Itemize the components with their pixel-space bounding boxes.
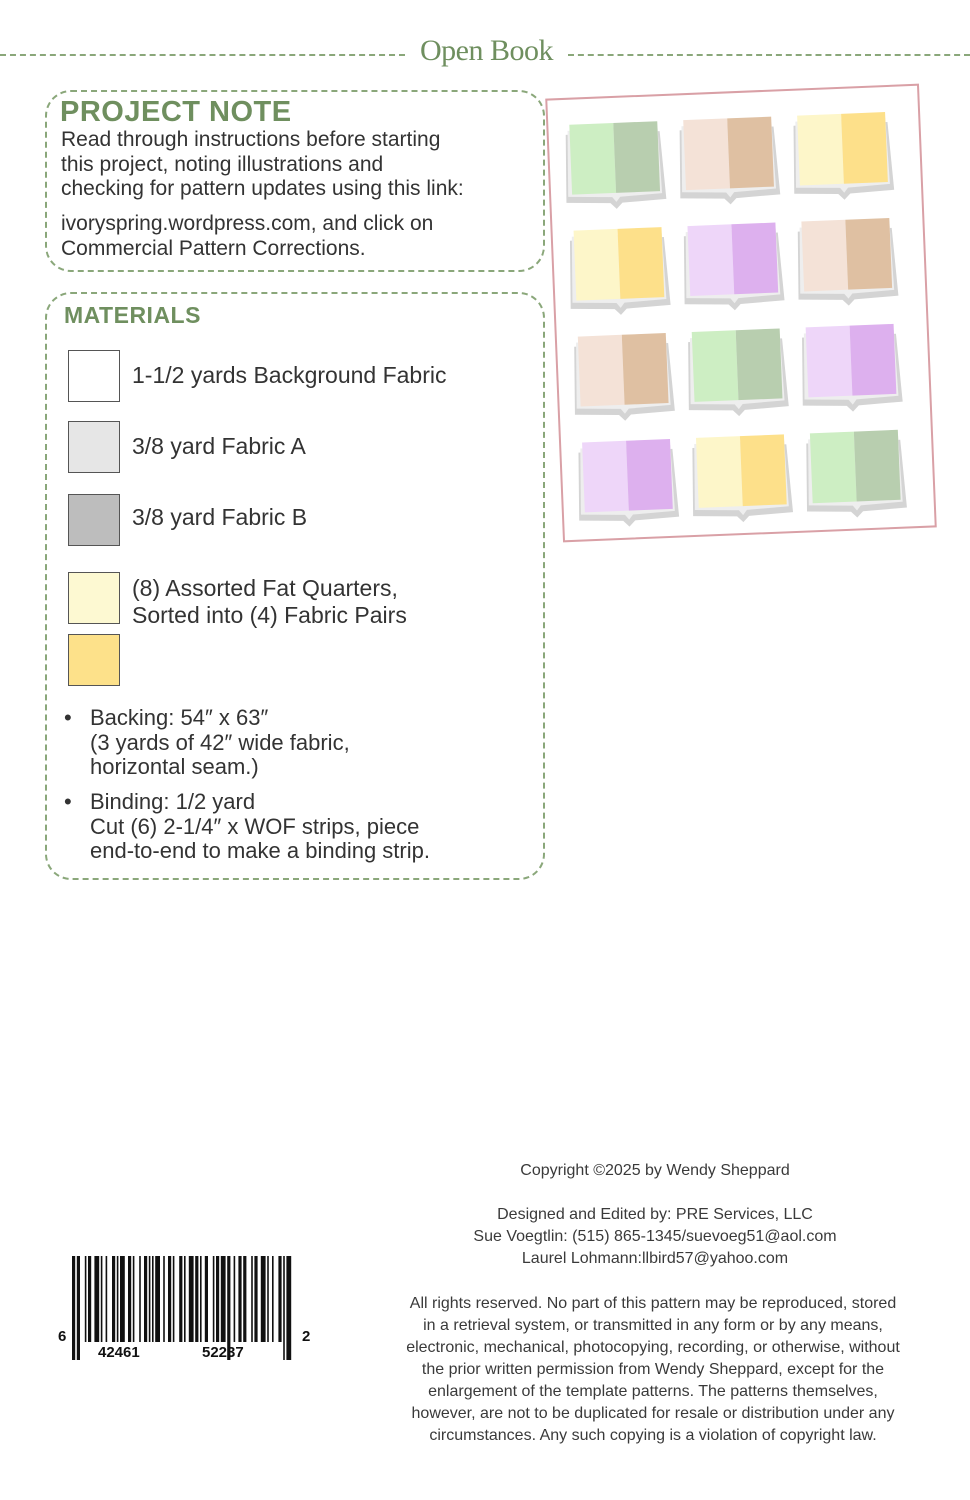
book-left-page	[810, 432, 857, 504]
rights-line: enlargement of the template patterns. The patterns themselves,	[428, 1383, 878, 1400]
barcode-bar	[200, 1256, 202, 1342]
backing-text	[90, 706, 530, 780]
barcode-left-digits: 42461	[98, 1344, 140, 1361]
open-book-block	[677, 116, 780, 206]
barcode-bar	[128, 1256, 131, 1342]
book-right-page	[854, 430, 901, 502]
backing-line: (3 yards of 42″ wide fabric,	[90, 729, 350, 755]
barcode-bar	[251, 1256, 253, 1342]
open-book-block	[568, 227, 671, 317]
barcode-bar	[149, 1256, 151, 1342]
barcode-right-digits: 52237	[202, 1344, 244, 1361]
barcode-bar	[144, 1256, 147, 1342]
barcode-bar	[139, 1256, 141, 1342]
materials-heading: MATERIALS	[64, 302, 201, 328]
open-book-block	[800, 324, 903, 414]
barcode-bar	[101, 1256, 103, 1342]
backing-line: Backing: 54″ x 63″	[90, 705, 269, 730]
barcode-bar	[112, 1256, 115, 1342]
book-left-page	[582, 441, 629, 513]
link-line: ivoryspring.wordpress.com, and click on	[61, 212, 434, 235]
note-line: Read through instructions before starting	[61, 128, 441, 151]
barcode-bar	[152, 1256, 154, 1342]
barcode-bar	[238, 1256, 241, 1342]
book-left-page	[696, 436, 743, 508]
open-book-block	[686, 328, 789, 418]
rights-line: All rights reserved. No part of this pattern may be reproduced, stored	[409, 1295, 897, 1312]
book-right-page	[850, 324, 897, 396]
open-book-block	[690, 434, 793, 524]
link-line: Commercial Pattern Corrections.	[61, 236, 366, 260]
open-book-block	[795, 218, 898, 308]
credit-line: Laurel Lohmann:llbird57@yahoo.com	[521, 1250, 789, 1267]
material-label-fat-quarters	[132, 575, 407, 629]
project-note-text	[61, 128, 541, 202]
book-left-page	[574, 229, 621, 301]
book-right-page	[626, 439, 673, 511]
credits-block	[400, 1204, 910, 1270]
bullet-dot: •	[64, 705, 72, 730]
barcode-bar	[163, 1256, 165, 1342]
swatch-background	[68, 350, 120, 402]
header-rule-left	[0, 54, 405, 56]
backing-line: horizontal seam.)	[90, 754, 259, 779]
book-left-page	[683, 118, 730, 190]
page-title: Open Book	[420, 34, 553, 67]
book-left-page	[801, 220, 848, 292]
open-book-block	[804, 430, 907, 520]
book-left-page	[569, 123, 616, 195]
pattern-corrections-link[interactable]	[61, 212, 541, 261]
book-left-page	[687, 224, 734, 296]
note-line: checking for pattern updates using this link:	[61, 177, 464, 200]
barcode-bar	[189, 1256, 194, 1342]
book-right-page	[618, 227, 665, 299]
barcode-bar	[243, 1256, 246, 1342]
barcode	[56, 1254, 318, 1364]
rights-line: electronic, mechanical, photocopying, recording, or otherwise, without	[406, 1339, 900, 1356]
book-left-page	[806, 326, 853, 398]
swatch-fabric-a	[68, 421, 120, 473]
book-right-page	[740, 434, 787, 506]
credit-line: Sue Voegtlin: (515) 865-1345/suevoeg51@aol.com	[473, 1228, 837, 1245]
barcode-bar	[179, 1256, 182, 1342]
open-book-block	[572, 333, 675, 423]
binding-text	[90, 790, 530, 864]
material-label-background: 1-1/2 yards Background Fabric	[132, 362, 447, 388]
rights-block	[350, 1293, 956, 1447]
barcode-bar	[221, 1256, 226, 1342]
fat-quarter-line: (8) Assorted Fat Quarters,	[132, 575, 398, 601]
book-left-page	[797, 114, 844, 186]
barcode-bar	[283, 1256, 285, 1360]
swatch-fat-quarter-dark	[68, 634, 120, 686]
barcode-bar	[216, 1256, 219, 1342]
book-right-page	[841, 112, 888, 184]
barcode-bar	[155, 1256, 160, 1342]
book-right-page	[622, 333, 669, 405]
barcode-bar	[77, 1256, 80, 1360]
barcode-bar	[195, 1256, 198, 1342]
barcode-trail-digit: 2	[302, 1328, 311, 1345]
binding-line: Cut (6) 2-1/4″ x WOF strips, piece	[90, 813, 420, 839]
material-label-fabric-a: 3/8 yard Fabric A	[132, 433, 306, 459]
barcode-bar	[94, 1256, 99, 1342]
barcode-bar	[213, 1256, 215, 1342]
note-line: this project, noting illustrations and	[61, 152, 384, 176]
barcode-bar	[184, 1256, 186, 1342]
quilt-svg	[545, 82, 937, 544]
barcode-bar	[272, 1256, 274, 1342]
open-book-block	[576, 439, 679, 529]
material-label-fabric-b: 3/8 yard Fabric B	[132, 504, 308, 530]
rights-line: in a retrieval system, or transmitted in any form or by any means,	[423, 1317, 883, 1334]
barcode-bar	[120, 1256, 125, 1342]
barcode-bar	[205, 1256, 208, 1342]
book-right-page	[727, 117, 774, 189]
binding-line: end-to-end to make a binding strip.	[90, 838, 430, 863]
book-right-page	[845, 218, 892, 290]
book-right-page	[731, 223, 778, 295]
barcode-bar	[117, 1256, 119, 1342]
barcode-bar	[168, 1256, 171, 1342]
barcode-bar	[267, 1256, 269, 1342]
project-note-heading: PROJECT NOTE	[60, 96, 292, 128]
swatch-fat-quarter-light	[68, 572, 120, 624]
barcode-bar	[72, 1256, 75, 1360]
barcode-bar	[133, 1256, 135, 1342]
rights-line: however, are not to be duplicated for resale or distribution under any	[411, 1405, 895, 1422]
credit-line: Designed and Edited by: PRE Services, LLC	[497, 1206, 813, 1223]
binding-line: Binding: 1/2 yard	[90, 789, 256, 814]
quilt-illustration	[545, 82, 937, 544]
barcode-bar	[254, 1256, 257, 1342]
open-book-block	[791, 112, 894, 202]
barcode-bar	[261, 1256, 266, 1342]
fat-quarter-line: Sorted into (4) Fabric Pairs	[132, 602, 407, 628]
barcode-bar	[106, 1256, 108, 1342]
book-left-page	[578, 335, 625, 407]
book-right-page	[613, 121, 660, 193]
swatch-fabric-b	[68, 494, 120, 546]
barcode-bar	[278, 1256, 281, 1342]
rights-line: the prior written permission from Wendy Sheppard, except for the	[421, 1361, 885, 1378]
copyright-text: Copyright ©2025 by Wendy Sheppard	[520, 1162, 790, 1179]
barcode-bar	[286, 1256, 291, 1360]
barcode-bar	[173, 1256, 175, 1342]
open-book-block	[681, 222, 784, 312]
barcode-bars	[56, 1254, 318, 1364]
barcode-lead-digit: 6	[58, 1328, 67, 1345]
barcode-bar	[234, 1256, 236, 1342]
header-rule-right	[568, 54, 970, 56]
bullet-dot: •	[64, 789, 72, 814]
book-left-page	[692, 330, 739, 402]
barcode-bar	[88, 1256, 91, 1342]
rights-line: circumstances. Any such copying is a violation of copyright law.	[429, 1427, 877, 1444]
barcode-bar	[85, 1256, 87, 1342]
open-book-block	[563, 121, 666, 211]
book-right-page	[736, 328, 783, 400]
